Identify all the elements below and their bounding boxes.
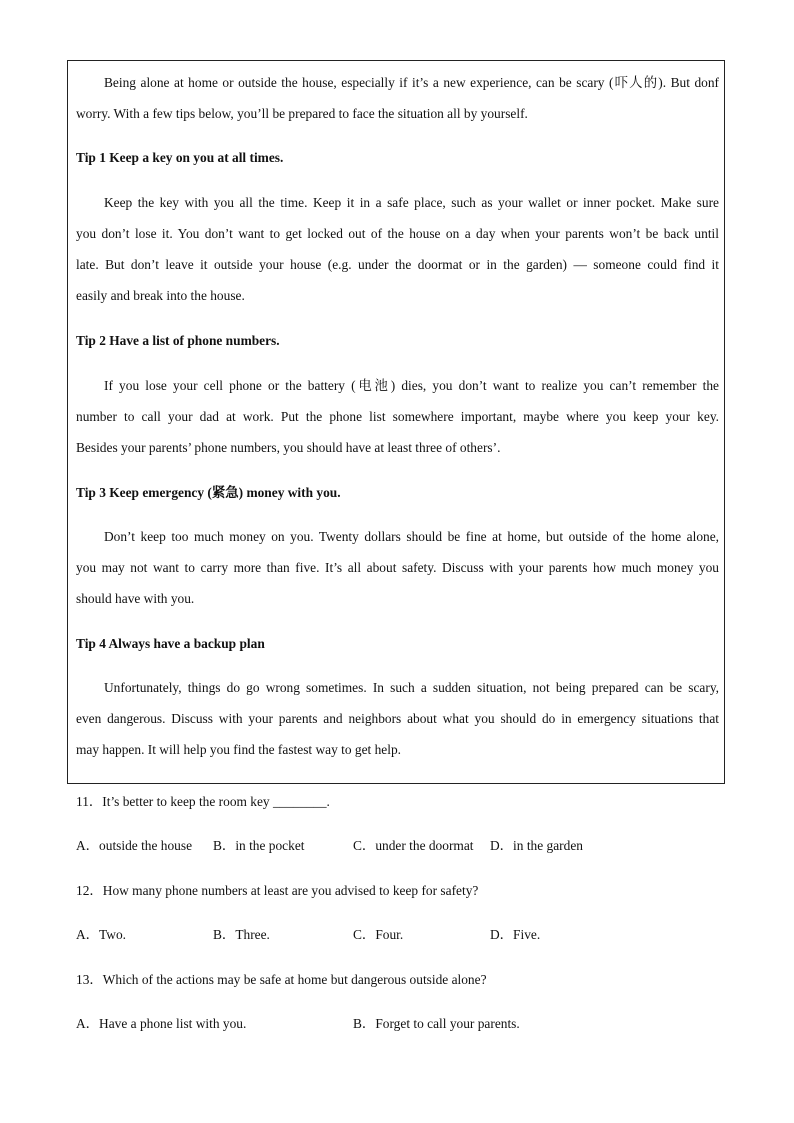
tip-1-line-3: late. But don’t leave it outside your house (e.g. under the doormat or in the garden) — someone could find it [76, 257, 719, 272]
tip-1-heading: Tip 1 Keep a key on you at all times. [76, 150, 284, 165]
question-12-option-b: B．Three. [213, 927, 270, 942]
intro-line-1: Being alone at home or outside the house, especially if it’s a new experience, can be scary (吓人的). But donf [104, 75, 719, 90]
tip-4-line-3: may happen. It will help you find the fastest way to get help. [76, 742, 402, 757]
question-11-option-b: B．in the pocket [213, 838, 305, 853]
tip-2-line-2: number to call your dad at work. Put the phone list somewhere important, maybe where you keep your key. [76, 409, 719, 424]
question-11-stem: 11．It’s better to keep the room key ________. [76, 794, 330, 809]
tip-3-line-2: you may not want to carry more than five. It’s all about safety. Discuss with your parents how much money you [76, 560, 719, 575]
tip-4-heading: Tip 4 Always have a backup plan [76, 636, 265, 651]
tip-3-heading: Tip 3 Keep emergency (紧急) money with you. [76, 485, 341, 500]
question-11-option-d: D．in the garden [490, 838, 583, 853]
question-13-stem: 13．Which of the actions may be safe at home but dangerous outside alone? [76, 972, 487, 987]
intro-line-2: worry. With a few tips below, you’ll be prepared to face the situation all by yourself. [76, 106, 528, 121]
question-12-stem: 12．How many phone numbers at least are you advised to keep for safety? [76, 883, 479, 898]
tip-2-line-3: Besides your parents’ phone numbers, you should have at least three of others’. [76, 440, 501, 455]
tip-3-line-1: Don’t keep too much money on you. Twenty dollars should be fine at home, but outside of the home alone, [104, 529, 719, 544]
tip-1-line-2: you don’t lose it. You don’t want to get locked out of the house on a day when your parents won’t be back until [76, 226, 719, 241]
tip-4-line-1: Unfortunately, things do go wrong sometimes. In such a sudden situation, not being prepared can be scary, [104, 680, 719, 695]
tip-2-line-1: If you lose your cell phone or the battery (电池) dies, you don’t want to realize you can’t remember the [104, 378, 719, 393]
tip-2-heading: Tip 2 Have a list of phone numbers. [76, 333, 280, 348]
question-12-option-a: A．Two. [76, 927, 127, 942]
tip-3-line-3: should have with you. [76, 591, 195, 606]
question-13-option-a: A．Have a phone list with you. [76, 1016, 247, 1031]
question-11-option-a: A．outside the house [76, 838, 193, 853]
tip-1-line-1: Keep the key with you all the time. Keep it in a safe place, such as your wallet or inner pocket. Make sure [104, 195, 719, 210]
question-12-option-c: C．Four. [353, 927, 404, 942]
tip-1-line-4: easily and break into the house. [76, 288, 245, 303]
question-11-option-c: C．under the doormat [353, 838, 474, 853]
question-12-option-d: D．Five. [490, 927, 541, 942]
question-13-option-b: B．Forget to call your parents. [353, 1016, 520, 1031]
tip-4-line-2: even dangerous. Discuss with your parents and neighbors about what you should do in emergency situations that [76, 711, 719, 726]
